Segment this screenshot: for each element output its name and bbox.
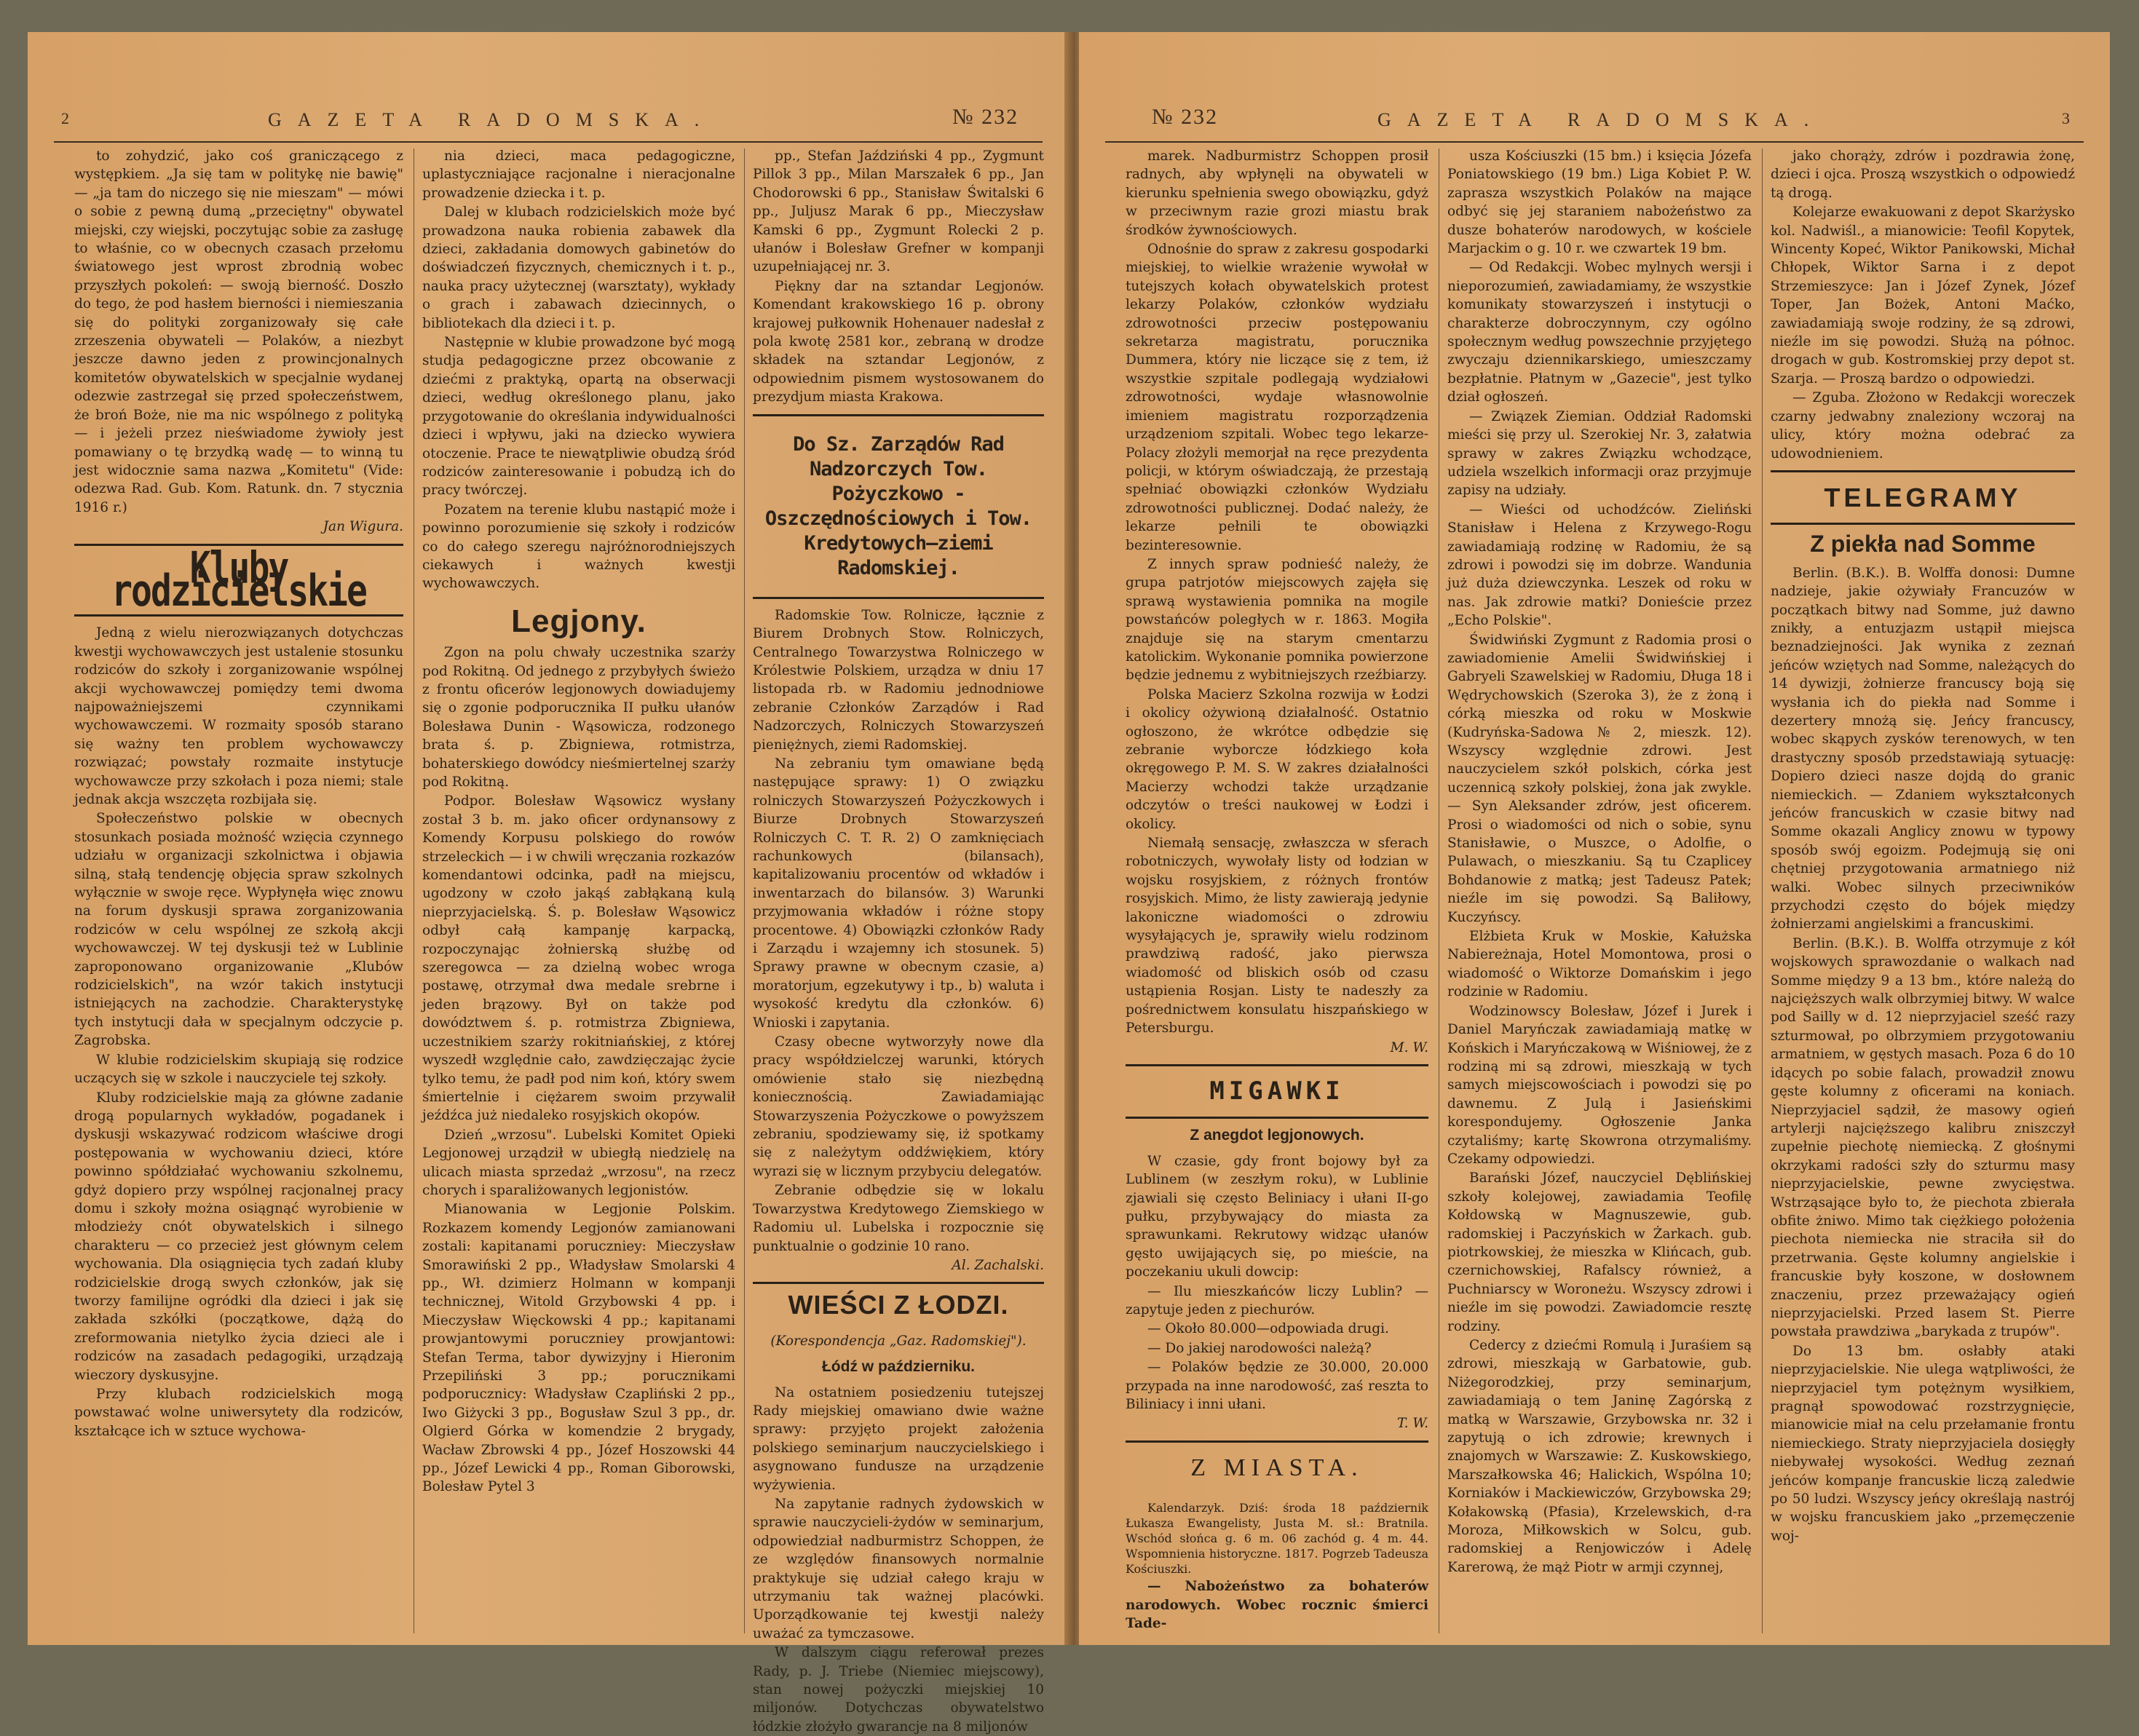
section-heading: MIGAWKI	[1209, 1076, 1345, 1106]
paragraph: — Około 80.000—odpowiada drugi.	[1147, 1321, 1389, 1337]
section-heading: WIEŚCI Z ŁODZI.	[788, 1290, 1009, 1320]
paragraph: — Wieści od uchodźców. Zieliński Stanisław i Helena z Krzywego-Rogu zawiadamiają rodzinę w Radomiu, że są zdrowi i powodzi się im dobrze. Wandunia już duża dziewczynka. Leszek od roku w nas. Jak zdrowie matki? Donieście przez „Echo Polskie".	[1447, 502, 1752, 629]
paragraph: Piękny dar na sztandar Legjonów. Komendant krakowskiego 16 p. obrony krajowej pułkownik Hohenauer nadesłał z pola kwotę 2581 kor., zebraną w drodze składek na sztandar Legjonów, z odpowiednim pismem wystosowanem do prezydjum miasta Krakowa.	[753, 278, 1044, 405]
header-rule	[54, 141, 1043, 143]
paragraph: Z innych spraw podnieść należy, że grupa patrjotów miejscowych zajęła się sprawą wystawienia pomnika na mogile powstańców poległych w r. 1863. Mogiła znajduje się na starym cmentarzu katolickim. Wykonanie pomnika powierzone będzie jednemu z wybitniejszych rzeźbiarzy.	[1126, 556, 1428, 683]
paragraph: Pozatem na terenie klubu nastąpić może i powinno porozumienie się szkoły i rodziców co do całego szeregu najróżnorodniejszych ciekawych i ważnych kwestji wychowawczych.	[422, 502, 735, 592]
paragraph: Dzień „wrzosu". Lubelski Komitet Opieki Legjonowej urządził w ubiegłą niedzielę na ulicach miasta sprzedaż „wrzosu", na rzecz chorych i sparaliżowanych legjonistów.	[422, 1127, 735, 1198]
paragraph: Berlin. (B.K.). B. Wolffa donosi: Dumne nadzieje, jakie ożywiały Francuzów w początkach bitwy nad Somme, już dawno znikły, a entuzjazm ustąpił miejsca beznadziejności. Jak wynika z zeznań jeńców wziętych nad Somme, należących do 14 dywizji, żołnierze francuscy boją się wysłania ich do piekła nad Somme i dezertery mnożą się. Jeńcy francuscy, wobec skąpych zysków terenowych, w ten drastyczny sposób przedstawiają sytuację: Dopiero dzieci nasze dojdą do granic niemieckich. — Zdaniem wykształconych jeńców francuskich w czasie bitwy nad Somme okazali Anglicy znowu w typowy sposób swój egoizm. Podejmują się oni chętniej przygotowania armatniego niż walki. Wobec silnych przeciwników przychodzi często do bójek między żołnierzami angielskimi a francuskimi.	[1771, 565, 2075, 932]
correspondence-note: (Korespondencja „Gaz. Radomskiej").	[770, 1333, 1027, 1349]
paragraph: Odnośnie do spraw z zakresu gospodarki miejskiej, to wielkie wrażenie wywołał w tutejszych kołach obywatelskich protest lekarzy Polaków, członków wydziału zdrowotności przeciw postępowaniu sekretarza magistratu, porucznika Dummera, który nie liczące się z tem, iż wszystkie szpitale podlegają wydziałowi zdrowotności, wydaje własnowolnie imieniem magistratu rozporządzenia urządzeniom szpitali. Wobec tego lekarze-Polacy złożyli memorjał na ręce prezydenta policji, w którym oświadczają, że przestają spełniać obowiązki członków Wydziału zdrowotności publicznej. Dodać należy, że lekarze pełnili te obowiązki bezinteresownie.	[1126, 242, 1428, 553]
section-heading-box	[753, 1282, 1044, 1324]
paragraph: Na zapytanie radnych żydowskich w sprawie nauczycieli-żydów w seminarjum, odpowiedział nadburmistrz Schoppen, że ze względów finansowych normalnie praktykuje się udział całego kraju w utrzymaniu tak ważnej placówki. Uporządkowanie tej kwestji należy uważać za tymczasowe.	[753, 1496, 1044, 1641]
paragraph: W klubie rodzicielskim skupiają się rodzice uczących się w szkole i nauczyciele tej szkoły.	[74, 1052, 403, 1087]
paragraph: pp., Stefan Jaździński 4 pp., Zygmunt Pillok 3 pp., Milan Marszałek 6 pp., Jan Chodorowski 6 pp., Stanisław Świtalski 6 pp., Juljusz Marak 6 pp., Mieczysław Kamski 6 pp., Zygmunt Rolecki 2 p. ułanów i Bolesław Grefner w kompanji uzupełniającej nr. 3.	[753, 148, 1044, 275]
paragraph: Elżbieta Kruk w Moskie, Kałużska Nabiereżnaja, Hotel Momontowa, prosi o wiadomość o Wiktorze Domańskim i jego rodzinie w Radomiu.	[1447, 929, 1752, 1000]
issue-number: № 232	[1152, 105, 1219, 129]
paragraph: Dalej w klubach rodzicielskich może być prowadzona nauka robienia zabawek dla dzieci, zakładania domowych gabinetów do doświadczeń fizycznych, chemicznych i t. p., nauka pracy użytecznej (warsztaty), wykłady o grach i zabawach dziecinnych, o bibliotekach dla dzieci i t. p.	[422, 205, 735, 331]
column-2	[1447, 147, 1752, 1625]
paragraph: Świdwiński Zygmunt z Radomia prosi o zawiadomienie Amelii Świdwińskiej i Gabryeli Szawelskiej w Radomiu, Długa 18 i Wędrychowskich (Szeroka 3), że z żoną i córką mieszka od roku w Moskwie (Kudryńska-Sadowa № 2, mieszk. 12). Wszyscy względnie zdrowi. Jest nauczycielem szkół polskich, córka jest uczennicą szkoły polskiej, żona jak zwykle. — Syn Aleksander zdrów, jest oficerem. Prosi o wiadomości od nich o sobie, synu Stanisławie, o Muszce, o Adolfie, o Pulawach, o mieszkaniu. Są tu Czaplicey Bohdanowie z matką; jest Tadeusz Patek; nieźle im się powodzi. Są Baliłowy, Kuczyńscy.	[1447, 632, 1752, 925]
paragraph: to zohydzić, jako coś graniczącego z występkiem. „Ja się tam w politykę nie bawię" — „ja tam do niczego się nie mieszam" — mówi o sobie z pewną dumą „przeciętny" obywatel miejski, czy wiejski, poczytując sobie za zasługę to właśnie, co w obecnych czasach przełomu światowego jest wprost zbrodnią wobec przyszłych pokoleń: — swoją bierność. Doszło do tego, że pod hasłem bierności i niemieszania się do polityki zorganizowały się całe zrzeszenia obywateli — Polaków, a niezbyt jeszcze dawno jeden z prowincjonalnych komitetów obywatelskich w specjalnie wydanej odezwie zastrzegał się przed społeczeństwem, że broń Boże, nie ma nic wspólnego z polityką — i jeżeli przez nieświadome żywioły jest pomawiany o tę brzydką wadę — to winną tu jest widocznie sama nazwa „Komitetu" (Vide: odezwa Rad. Gub. Kom. Ratunk. dn. 7 stycznia 1916 r.)	[74, 148, 403, 515]
paragraph: Berlin. (B.K.). B. Wolffa otrzymuje z kół wojskowych sprawozdanie o walkach nad Somme między 9 a 13 bm., które należą do najcięższych walk olbrzymiej bitwy. W walce pod Sailly w d. 12 nieprzyjaciel sześć razy szturmował, po olbrzymiem przygotowaniu armatniem, w gęstych masach. Poza 6 do 10 idących po sobie falach, prowadził znowu gęste kolumny z oficerami na koniach. Nieprzyjaciel sądził, że masowy ogień artylerji najcięższego kalibru zniszczył zupełnie piechotę niemiecką. Z głośnymi okrzykami radości szły do szturmu masy nieprzyjacielskie, pewne zwycięstwa. Wstrząsające było to, że piechota zbierała obfite żniwo. Mimo tak ciężkiego położenia piechota niemiecka nie straciła sił do przetrwania. Gęste kolumny angielskie i francuskie były koszone, w dosłownem znaczeniu, przez przeważający ogień nieprzyjacielski. Przed lasem St. Pierre powstała prawdziwa „barykada z trupów".	[1771, 935, 2075, 1340]
paragraph: Społeczeństwo polskie w obecnych stosunkach posiada możność wzięcia czynnego udziału w organizacji szkolnictwa i objawia silną, stałą tendencję objęcia spraw szkolnych wyłącznie w swoje ręce. Wypłynęła więc znowu na forum dyskusji sprawa zorganizowania rodziców w celu wspólnej ze szkołą akcji wychowawczej. W tej dyskusji też w Lublinie zaproponowano organizowanie „Klubów rodzicielskich", na wzór takich instytucji istniejących na zachodzie. Charakterystykę tych instytucji dała w specjalnym odczycie p. Zagrobska.	[74, 811, 403, 1049]
header-title: GAZETA RADOMSKA.	[1377, 109, 1825, 130]
newspaper-spread	[28, 32, 2110, 1735]
section-heading: Z MIASTA.	[1190, 1454, 1364, 1481]
paragraph: — Ilu mieszkańców liczy Lublin? — zapytuje jeden z piechurów.	[1126, 1283, 1428, 1317]
paragraph: Wodzinowscy Bolesław, Józef i Jurek i Daniel Maryńczak zawiadamiają matkę w Końskich i Maryńczakową w Wiśniowej, że z rodziną mi są zdrowi, mieszkają w tych samych miejscowościach i powodzi się po dawnemu. Z Julą i Jasieńskimi korespondujemy. Ogłoszenie Janka czytaliśmy; kartę Skowrona otrzymaliśmy. Czekamy odpowiedzi.	[1447, 1003, 1752, 1167]
subheading: Z anegdot legjonowych.	[1190, 1127, 1364, 1144]
signature: T. W.	[1396, 1416, 1428, 1432]
paragraph: — Do jakiej narodowości należą?	[1147, 1340, 1372, 1356]
column-divider	[744, 148, 745, 1633]
notice-heading-box	[753, 414, 1044, 599]
subheading: Z piekła nad Somme	[1810, 531, 2036, 558]
paragraph: Niemałą sensację, zwłaszcza w sferach robotniczych, wywołały listy od łodzian w wojsku rosyjskiem, z różnych frontów rosyjskich. Mimo, że listy zawierają jedynie lakoniczne wiadomości o zdrowiu wysyłających je, sprawiły wielu rodzinom prawdziwą radość, jako pierwsza wiadomość od bliskich osób od czasu ustąpienia Rosjan. Listy te nadeszły za pośrednictwem konsulatu hiszpańskiego w Petersburgu.	[1126, 836, 1428, 1037]
paragraph: marek. Nadburmistrz Schoppen prosił radnych, aby wpłynęli na obywateli w kierunku spełnienia swego obowiązku, gdyż w przeciwnym razie grozi miastu brak środków żywnościowych.	[1126, 148, 1428, 238]
signature: Al. Zachalski.	[952, 1257, 1044, 1273]
column-2	[422, 147, 735, 1625]
header-title: GAZETA RADOMSKA.	[268, 109, 716, 130]
paragraph: — Zguba. Złożono w Redakcji woreczek czarny jedwabny znaleziony wczoraj na ulicy, który można odebrać za udowodnieniem.	[1771, 390, 2075, 461]
paragraph: Kluby rodzicielskie mają za główne zadanie drogą popularnych wykładów, pogadanek i dyskusji wskazywać rodzicom właściwe drogi postępowania w wychowaniu dzieci, które powinno spółdziałać wychowaniu szkolnemu, gdyż dopiero przy wspólnej racjonalnej pracy domu i szkoły można osiągnąć wyrobienie w młodzieży cnót obywatelskich i silnego charakteru — co przecież jest głównym celem wychowania. Dla osiągnięcia tych zadań kluby rodzicielskie drogą swych członków, jak się tworzy familijne ogródki dla dzieci i jak się zakłada szkółki (początkowe, dążą do zreformowania nietylko życia dzieci ale i rodziców na zasadach pedagogiki, urządzają wieczory dyskusyjne.	[74, 1090, 403, 1383]
paragraph: W dalszym ciągu referował prezes Rady, p. J. Triebe (Niemiec miejscowy), stan nowej pożyczki miejskiej 10 miljonów. Dotychczas obywatelstwo łódzkie złożyło gwarancje na 8 miljonów	[753, 1645, 1044, 1735]
page-left	[28, 32, 1069, 1735]
paragraph: Cedercy z dziećmi Romulą i Juraśiem są zdrowi, mieszkają w Garbatowie, gub. Niżegorodzkiej, przy seminarjum, zawiadamiają o tem Janinę Zagórską z matką w Warszawie, Grzybowska nr. 32 i zapytują o ich zdrowie; krewnych i znajomych w Warszawie: Z. Kuskowskiego, Marszałkowska 46; Halickich, Wspólna 10; Korniaków i Mackiewiczów, Grzybowska 29; Kołakowską (Pfasia), Krzelewskich, d-ra Moroza, Miłkowskich w Solcu, gub. radomskiej a Renjowiczów i Adelę Karerową, że mąż Piotr w armji czynnej,	[1447, 1338, 1752, 1575]
page-header	[1079, 105, 2110, 138]
paragraph: Następnie w klubie prowadzone być mogą studja pedagogiczne przez obcowanie z dziećmi z praktyką, opartą na obserwacji dzieci, według określonego planu, jako przygotowanie do określania indywidualności dzieci i wpływu, jaki na dziecko wywiera otoczenie. Prace te niewątpliwie obudzą śród rodziców zainteresowanie i pobudzą ich do pracy twórczej.	[422, 335, 735, 499]
paragraph: W czasie, gdy front bojowy był za Lublinem (w zeszłym roku), w Lublinie zjawiali się często Beliniacy i ułani II-go pułku, przybywający do miasta za sprawunkami. Rekrutowy widząc ułanów gęsto uwijających się, po mieście, na poczekaniu ukuli dowcip:	[1126, 1153, 1428, 1280]
paragraph: Radomskie Tow. Rolnicze, łącznie z Biurem Drobnych Stow. Rolniczych, Centralnego Towarzystwa Rolniczego w Królestwie Polskiem, urządza w dniu 17 listopada rb. w Radomiu jednodniowe zebranie Członków Zarządów i Rad Nadzorczych, Rolniczych Stowarzyszeń pieniężnych, ziemi Radomskiej.	[753, 607, 1044, 753]
paragraph: Jedną z wielu nierozwiązanych dotychczas kwestji wychowawczych jest ustalenie stosunku rodziców do szkoły i zorganizowanie wspólnej akcji wychowawczej pomiędzy temi dwoma najpoważniejszemi czynnikami wychowawczemi. W rozmaity sposób starano się ważny ten problem wychowawczy rozwiązać; powstały rozmaite instytucje wychowawcze przy szkołach i poza niemi; stale jednak akcja wszczęta rozbijała się.	[74, 625, 403, 807]
paragraph: Podpor. Bolesław Wąsowicz wysłany został 3 b. m. jako oficer ordynansowy z Komendy Korpusu polskiego do rowów strzeleckich — i w chwili wręczania rozkazów komendantowi odcinka, padł na miejscu, ugodzony w czoło jakąś zabłąkaną kulą nieprzyjacielską. Ś. p. Bolesław Wąsowicz odbył całą kampanję karpacką, rozpoczynając żołnierską służbę od szeregowca — za dzielną wobec wroga postawę, otrzymał dwa medale srebrne i jeden brązowy. Był on także pod dowództwem ś. p. rotmistrza Zbigniewa, uczestnikiem szarży rokitniańskiej, z której wyszedł względnie cało, zawdzięczając życie tylko temu, że padł pod nim koń, który swem śmiertelnie i ciężarem swoim przywalił jeźdźca już niedaleko rosyjskich okopów.	[422, 793, 735, 1124]
page-header	[28, 105, 1069, 138]
page-number: 2	[61, 109, 69, 127]
paragraph: Kolejarze ewakuowani z depot Skarżysko kol. Nadwiśl., a mianowicie: Teofil Kopytek, Wincenty Kopeć, Wiktor Panikowski, Michał Chłopek, Wiktor Sarna i z depot Strzemieszyce: Jan i Józef Zynek, Józef Toper, Jan Bożek, Antoni Maćko, zawiadamiają swoje rodziny, że są zdrowi, nieźle im się powodzi. Służą na północ. drogach w gub. Kostromskiej przy depot st. Szarja. — Proszą bardzo o odpowiedzi.	[1771, 205, 2075, 387]
notice-heading: Do Sz. Zarządów Rad Nadzorczych Tow. Pożyczkowo - Oszczędnościowych i Tow. Kredytowych—ziemi Radomskiej.	[764, 432, 1032, 579]
paragraph: Barański Józef, nauczyciel Dęblińskiej szkoły kolejowej, zawiadamia Teofilę Kołdowską w Magnuszewie, gub. radomskiej i Paczyńskich w Żarkach. gub. piotrkowskiej, że mieszka w Klińcach, gub. czernichowskiej, Rafalscy również, a Puchniarscy w Woroneżu. Wszyscy zdrowi i nieźle im się powodzi. Zawiadomcie resztę rodziny.	[1447, 1170, 1752, 1334]
paragraph: jako chorąży, zdrów i pozdrawia żonę, dzieci i ojca. Proszą wszystkich o odpowiedź tą drogą.	[1771, 148, 2075, 201]
paragraph: Na ostatniem posiedzeniu tutejszej Rady miejskiej omawiano dwie ważne sprawy: przyjęto projekt założenia polskiego seminarjum nauczycielskiego i asygnowano fundusze na urządzenie wyżywienia.	[753, 1384, 1044, 1493]
dateline: Łódź w październiku.	[821, 1358, 975, 1376]
header-rule	[1105, 141, 2084, 143]
page-right	[1079, 32, 2110, 1645]
issue-number: № 232	[952, 105, 1019, 129]
section-heading: Legjony.	[511, 603, 647, 639]
column-1	[1126, 147, 1428, 1632]
paragraph: Na zebraniu tym omawiane będą następujące sprawy: 1) O związku rolniczych Stowarzyszeń Pożyczkowych i Biurze Drobnych Stowarzyszeń Rolniczych C. T. R. 2) O zamknięciach rachunkowych (bilansach), kapitalizowaniu procentów od wkładów i inwentarzach do bilansów. 3) Warunki przyjmowania wkładów i różne stopy procentowe. 4) Obowiązki członków Rady i Zarządu i wzajemny ich stosunek. 5) Sprawy prawne w obecnym czasie, a) moratorjum, egzekutywy i tp., b) waluta i wysokość kredytu dla członków. 6) Wnioski i zapytania.	[753, 756, 1044, 1031]
article-heading: Kluby rodzicielskie	[111, 542, 366, 617]
paragraph: — Związek Ziemian. Oddział Radomski mieści się przy ul. Szerokiej Nr. 3, załatwia sprawy w zakres Związku wchodzące, udziela wszelkich informacji oraz przyjmuje zapisy na udziały.	[1447, 408, 1752, 499]
paragraph: Zebranie odbędzie się w lokalu Towarzystwa Kredytowego Ziemskiego w Radomiu ul. Lubelska i rozpocznie się punktualnie o godzinie 10 rano.	[753, 1183, 1044, 1254]
paragraph: — Polaków będzie ze 30.000, 20.000 przypada na inne narodowość, zaś reszta to Biliniacy i inni ułani.	[1126, 1360, 1428, 1412]
paragraph: nia dzieci, maca pedagogiczne, uplastyczniające racjonalne i nieracjonalne prowadzenie dziecka i t. p.	[422, 148, 735, 201]
paragraph: Do 13 bm. osłabły ataki nieprzyjacielskie. Nie ulega wątpliwości, że nieprzyjaciel tym potężnym wysiłkiem, pragnął spowodować rozstrzygnięcie, mianowicie miał na celu przełamanie frontu niemieckiego. Straty nieprzyjaciela dosięgły niebywałej wysokości. Według zeznań jeńców kompanje francuskie liczą zaledwie po 50 ludzi. Wszyscy jeńcy określają nastrój w wojsku francuskiem jako „przemęczenie woj-	[1771, 1343, 2075, 1544]
section-heading-box	[1771, 470, 2075, 525]
page-number: 3	[2062, 109, 2070, 127]
section-heading-box	[1126, 1440, 1428, 1493]
paragraph: Kalendarzyk. Dziś: środa 18 październik Łukasza Ewangelisty, Justa M. sł.: Bratnila. Wschód słońca g. 6 m. 06 zachód g. 4 m. 44. Wspomnienia historyczne. 1817. Pogrzeb Tadeusza Kościuszki.	[1126, 1501, 1428, 1577]
paragraph: Przy klubach rodzicielskich mogą powstawać wolne uniwersytety dla rodziców, kształcące ich w sztuce wychowa-	[74, 1387, 403, 1439]
column-3	[1771, 147, 2075, 1625]
signature: Jan Wigura.	[323, 519, 403, 535]
signature: M. W.	[1390, 1039, 1428, 1055]
paragraph: Mianowania w Legjonie Polskim. Rozkazem komendy Legjonów zamianowani zostali: kapitanami poruczniey: Mieczysław Smorawiński 2 pp., Władysław Smolarski 4 pp., Wł. dzimierz Holmann w kompanji technicznej, Witold Grzybowski 4 pp. i Mieczysław Więckowski 4 pp.; kapitanami prowjantowymi poruczniey prowjantowi: Stefan Terma, tabor dywizyjny i Hieronim Przepiliński 3 pp.; porucznikami podporucznicy: Władysław Czapliński 2 pp., Iwo Giżycki 3 pp., Bogusław Szul 3 pp., dr. Olgierd Górka w komendzie 2 brygady, Wacław Zbrowski 4 pp., Józef Hoszowski 44 pp., Józef Lewicki 4 pp., Roman Giborowski, Bolesław Pytel 3	[422, 1202, 735, 1495]
paragraph: Polska Macierz Szkolna rozwija w Łodzi i okolicy ożywioną działalność. Ostatnio ogłoszono, że wkrótce odbędzie się zebranie wyborcze łódzkiego koła okręgowego P. M. S. W zakres działalności Macierzy wchodzi także urządzanie odczytów o treści naukowej w Łodzi i okolicy.	[1126, 686, 1428, 832]
paragraph: — Od Redakcji. Wobec mylnych wersji i nieporozumień, zawiadamiamy, że wszystkie komunikaty stowarzyszeń i instytucji o charakterze dobroczynnym, czy ogólno społecznym według powszechnie przyjętego zwyczaju dziennikarskiego, umieszczamy bezpłatnie. Płatnym w „Gazecie", jest tylko dział ogłoszeń.	[1447, 260, 1752, 405]
paragraph: Zgon na polu chwały uczestnika szarży pod Rokitną. Od jednego z przybyłych świeżo z frontu oficerów legjonowych dowiadujemy się o zgonie podporucznika II pułku ułanów Bolesława Dunin - Wąsowicza, rodzonego brata ś. p. Zbigniewa, rotmistrza, bohaterskiego dowódcy nieśmiertelnej szarży pod Rokitną.	[422, 645, 735, 790]
article-heading-box	[74, 544, 403, 617]
paragraph: — Nabożeństwo za bohaterów narodowych. Wobec rocznic śmierci Tade-	[1126, 1579, 1428, 1632]
section-heading-box	[1126, 1064, 1428, 1119]
paragraph: Czasy obecne wytworzyły nowe dla pracy współdzielczej warunki, których omówienie stało się niezbędną koniecznością. Zawiadamiając Stowarzyszenia Pożyczkowe o powyższem zebraniu, spodziewamy się, iż spotkamy się z należytym oddźwiękiem, który wyrazi się w licznym przybyciu delegatów.	[753, 1034, 1044, 1179]
paragraph: usza Kościuszki (15 bm.) i księcia Józefa Poniatowskiego (19 bm.) Liga Kobiet P. W. zaprasza wszystkich Polaków na mające odbyć się jej staraniem nabożeństwo za dusze bohaterów narodowych, w kościele Marjackim o g. 10 r. we czwartek 19 bm.	[1447, 148, 1752, 257]
section-heading: TELEGRAMY	[1824, 482, 2022, 512]
column-divider	[1762, 148, 1763, 1633]
column-1	[74, 147, 403, 1625]
column-3	[753, 147, 1044, 1735]
